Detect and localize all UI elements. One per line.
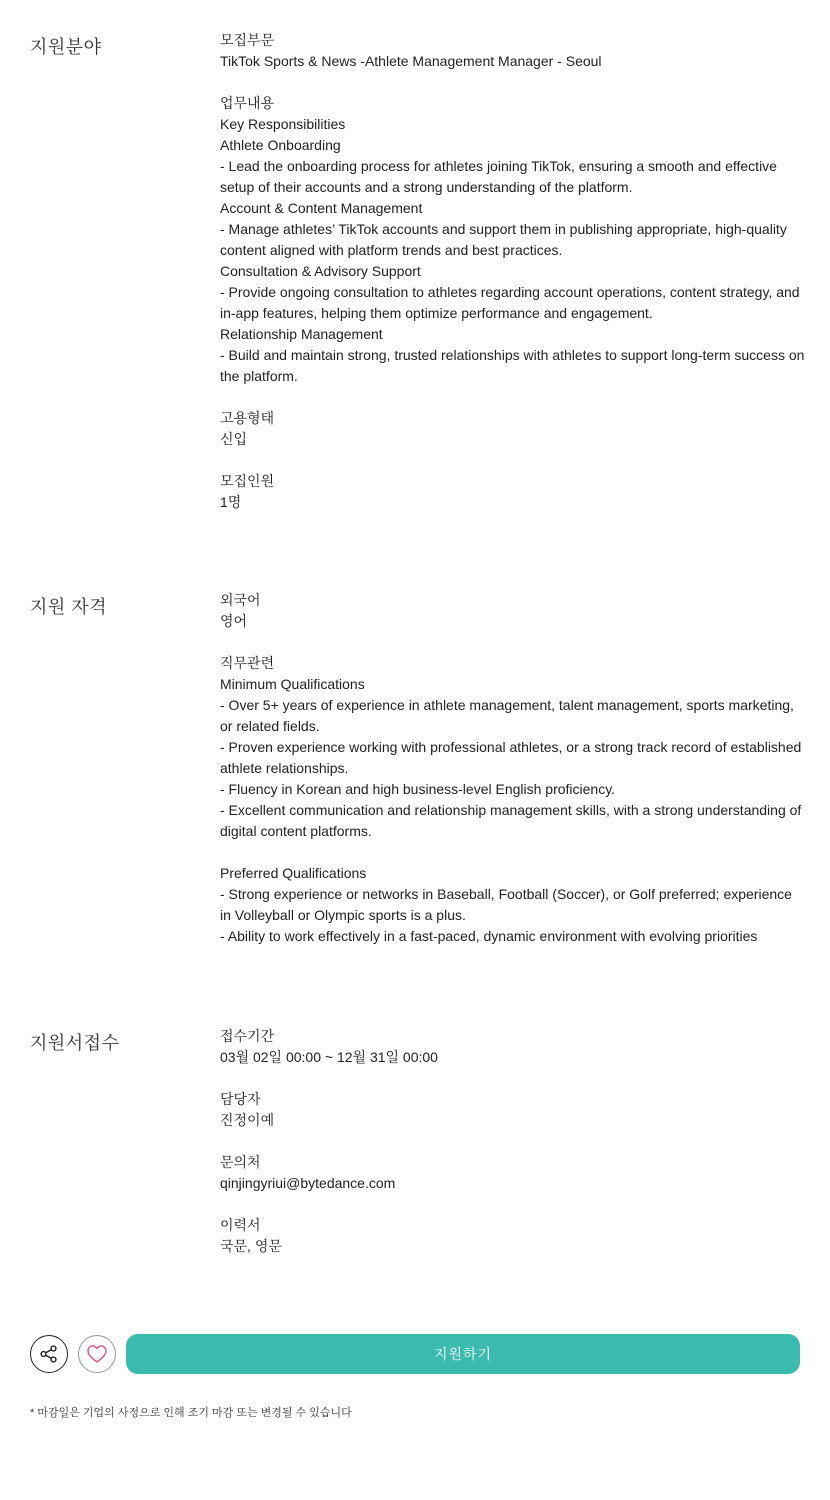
apply-button[interactable]: 지원하기 xyxy=(126,1334,800,1374)
job-field-body xyxy=(220,30,809,513)
duty-label: 업무내용 xyxy=(220,95,275,111)
headcount-label: 모집인원 xyxy=(220,473,275,489)
pref-qual-line: - Ability to work effectively in a fast-paced, dynamic environment with evolving priorities xyxy=(220,928,758,944)
deadline-notice: * 마감일은 기업의 사정으로 인해 조기 마감 또는 변경될 수 있습니다 xyxy=(30,1407,352,1419)
recruit-label: 모집부문 xyxy=(220,32,275,48)
duty-line: - Build and maintain strong, trusted relationships with athletes to support long-term success on the platform. xyxy=(220,347,809,384)
contact-label: 문의처 xyxy=(220,1154,261,1170)
action-bar xyxy=(30,1334,800,1374)
period-label: 접수기간 xyxy=(220,1028,275,1044)
manager-value: 진정이예 xyxy=(220,1112,275,1128)
qualification-body xyxy=(220,590,805,947)
resume-label: 이력서 xyxy=(220,1217,261,1233)
share-icon xyxy=(39,1344,59,1364)
min-qual-line: - Excellent communication and relationship management skills, with a strong understanding of digital content platforms. xyxy=(220,802,806,839)
headcount-value: 1명 xyxy=(220,494,242,510)
period-value: 03월 02일 00:00 ~ 12월 31일 00:00 xyxy=(220,1049,438,1065)
min-qual-line: Minimum Qualifications xyxy=(220,676,365,692)
employment-label: 고용형태 xyxy=(220,410,275,426)
heart-icon xyxy=(86,1344,108,1364)
resume-value: 국문, 영문 xyxy=(220,1238,282,1254)
pref-qual-line: Preferred Qualifications xyxy=(220,865,367,881)
job-related-label: 직무관련 xyxy=(220,655,275,671)
duty-line: Relationship Management xyxy=(220,326,383,342)
duty-line: Account & Content Management xyxy=(220,200,423,216)
language-value: 영어 xyxy=(220,613,248,629)
section-title-application: 지원서접수 xyxy=(30,1033,120,1053)
duty-line: - Lead the onboarding process for athletes joining TikTok, ensuring a smooth and effective setup of their accounts and a strong understanding of the platform. xyxy=(220,158,781,195)
employment-value: 신입 xyxy=(220,431,248,447)
min-qual-line: - Over 5+ years of experience in athlete management, talent management, sports marketing, or related fields. xyxy=(220,697,798,734)
duty-line: Key Responsibilities xyxy=(220,116,346,132)
min-qual-line: - Proven experience working with professional athletes, or a strong track record of established athlete relationships. xyxy=(220,739,806,776)
manager-label: 담당자 xyxy=(220,1091,261,1107)
like-button[interactable] xyxy=(78,1335,116,1373)
duty-line: Consultation & Advisory Support xyxy=(220,263,421,279)
duty-line: - Provide ongoing consultation to athletes regarding account operations, content strategy, and in-app features, helping them optimize performance and engagement. xyxy=(220,284,804,321)
application-body xyxy=(220,1026,805,1257)
section-title-qualification: 지원 자격 xyxy=(30,597,108,617)
language-label: 외국어 xyxy=(220,592,261,608)
duty-line: Athlete Onboarding xyxy=(220,137,341,153)
min-qual-line: - Fluency in Korean and high business-level English proficiency. xyxy=(220,781,616,797)
pref-qual-line: - Strong experience or networks in Baseball, Football (Soccer), or Golf preferred; experience in Volleyball or Olympic sports is a plus. xyxy=(220,886,796,923)
share-button[interactable] xyxy=(30,1335,68,1373)
recruit-value: TikTok Sports & News -Athlete Management Manager - Seoul xyxy=(220,53,602,69)
duty-line: - Manage athletes’ TikTok accounts and support them in publishing appropriate, high-quality content aligned with platform trends and best practices. xyxy=(220,221,791,258)
contact-value: qinjingyriui@bytedance.com xyxy=(220,1175,396,1191)
section-title-job-field: 지원분야 xyxy=(30,37,102,57)
